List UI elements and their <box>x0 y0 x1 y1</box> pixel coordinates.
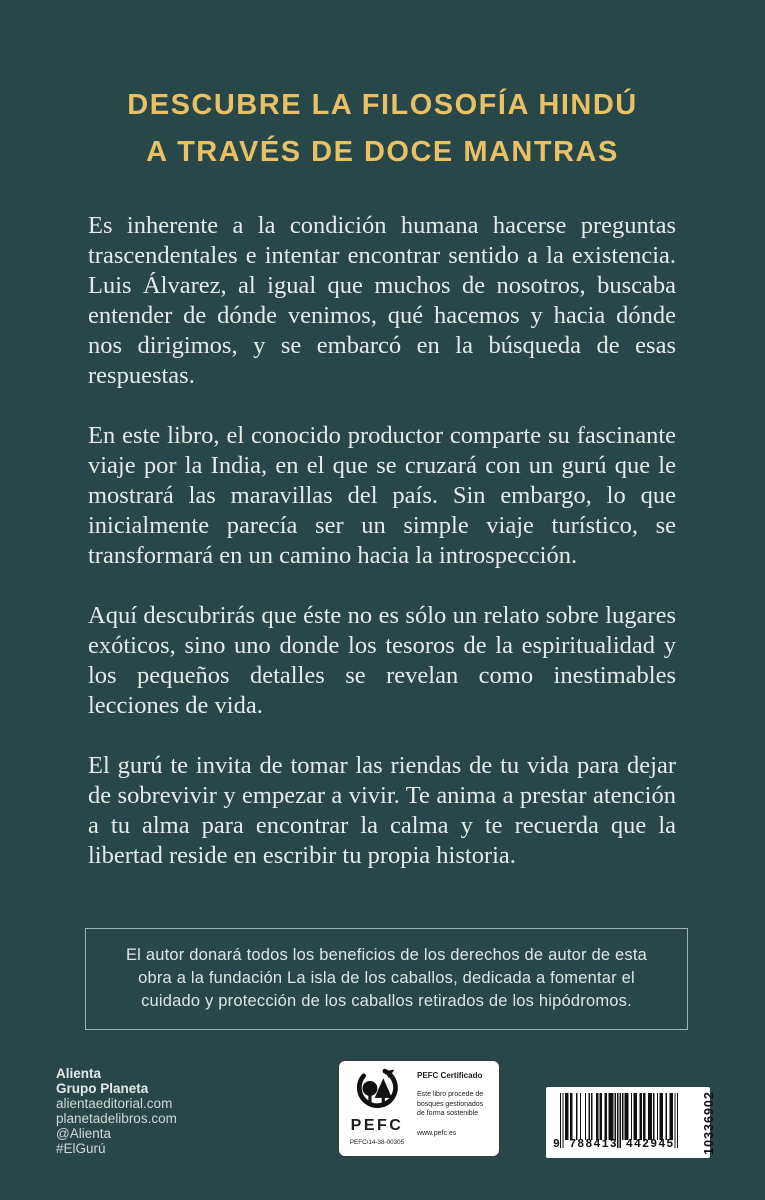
synopsis-paragraph: En este libro, el conocido productor comparte su fascinante viaje por la India, en el que se cruzará con un gurú que le mostrará las maravillas del país. Sin embargo, lo que inicialmente parecía ser un simple viaje turístico, se transformará en un camino hacia la introspección. <box>88 422 676 569</box>
publisher-hashtag: #ElGurú <box>56 1141 106 1156</box>
tagline-line-1: DESCUBRE LA FILOSOFÍA HINDÚ <box>127 89 638 121</box>
pefc-license-number: PEFC/14-38-00305 <box>349 1139 405 1146</box>
publisher-social-handle: @Alienta <box>56 1126 111 1141</box>
internal-code: 10336902 <box>702 1091 716 1155</box>
synopsis-paragraph: Es inherente a la condición humana hacerse preguntas trascendentales e intentar encontrar sentido a la existencia. Luis Álvarez, al igual que muchos de nosotros, buscaba entender de dónde venimos, qué hacemos y hacia dónde nos dirigimos, y se embarcó en la búsqueda de esas respuestas. <box>88 212 676 389</box>
donation-note-text: El autor donará todos los beneficios de los derechos de autor de esta obra a la fundación La isla de los caballos, dedicada a fomentar el cuidado y protección de los caballos retirados de los hipódromos. <box>125 946 648 1010</box>
publisher-brand: Alienta <box>56 1066 102 1081</box>
publisher-website: alientaeditorial.com <box>56 1096 173 1111</box>
tagline <box>0 82 765 176</box>
ean-barcode <box>546 1087 716 1158</box>
pefc-certification-label <box>338 1060 500 1157</box>
pefc-website: www.pefc.es <box>417 1129 457 1137</box>
synopsis <box>88 211 676 901</box>
pefc-acronym: PEFC <box>350 1117 404 1134</box>
pefc-description: Este libro procede de bosques gestionados de forma sostenible <box>417 1091 484 1117</box>
publisher-block <box>56 1066 177 1156</box>
donation-note-box <box>85 928 688 1030</box>
pefc-logo-column <box>339 1061 415 1156</box>
publisher-group: Grupo Planeta <box>56 1081 149 1096</box>
pefc-trees-icon <box>353 1068 401 1117</box>
pefc-certified-title: PEFC Certificado <box>417 1071 483 1080</box>
synopsis-paragraph: El gurú te invita de tomar las riendas de tu vida para dejar de sobrevivir y empezar a vivir. Te anima a prestar atención a tu alma para encontrar la calma y te recuerda que la libertad reside en escribir tu propia historia. <box>88 752 676 869</box>
tagline-line-2: A TRAVÉS DE DOCE MANTRAS <box>146 136 619 168</box>
pefc-text-column <box>415 1061 499 1156</box>
isbn-digits: 9 788413 442945 <box>553 1138 675 1151</box>
synopsis-paragraph: Aquí descubrirás que éste no es sólo un relato sobre lugares exóticos, sino uno donde los tesoros de la espiritualidad y los pequeños detalles se revelan como inestimables lecciones de vida. <box>88 602 676 719</box>
publisher-website: planetadelibros.com <box>56 1111 177 1126</box>
